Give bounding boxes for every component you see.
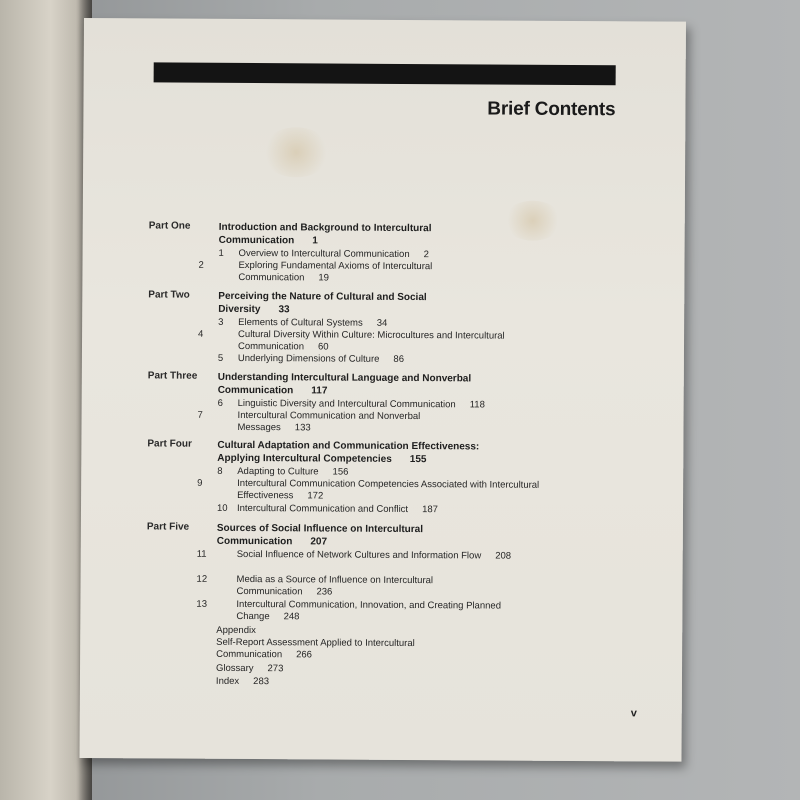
appendix-title: Self-Report Assessment Applied to Intercultural Communication bbox=[216, 636, 415, 661]
part-title bbox=[218, 290, 458, 317]
part-title-text: Cultural Adaptation and Communication Effectiveness: Applying Intercultural Competencies bbox=[217, 439, 480, 465]
index-page-number: 283 bbox=[253, 676, 270, 688]
index-label: Index bbox=[215, 675, 240, 687]
page-title: Brief Contents bbox=[487, 98, 616, 121]
part-label: Part Three bbox=[147, 370, 198, 382]
chapter-number: 13 bbox=[196, 598, 208, 610]
appendix-entry bbox=[216, 637, 446, 662]
part-title bbox=[219, 221, 509, 249]
chapter-entry bbox=[218, 353, 548, 367]
chapter-number: 12 bbox=[196, 573, 208, 585]
part-title-text: Perceiving the Nature of Cultural and Social Diversity bbox=[218, 290, 427, 316]
chapter-page-number: 19 bbox=[318, 272, 330, 284]
page-folio: v bbox=[630, 707, 637, 720]
chapter-title: Media as a Source of Influence on Intercultural Communication bbox=[236, 573, 434, 598]
appendix-label: Appendix bbox=[216, 624, 256, 637]
chapter-number: 2 bbox=[198, 259, 204, 271]
chapter-number: 1 bbox=[218, 247, 224, 259]
chapter-page-number: 86 bbox=[393, 353, 405, 365]
chapter-title: Exploring Fundamental Axioms of Intercultural Communication bbox=[238, 259, 433, 284]
chapter-number: 4 bbox=[198, 328, 204, 340]
chapter-page-number: 2 bbox=[423, 249, 429, 261]
chapter-title: Underlying Dimensions of Culture bbox=[237, 352, 380, 365]
glossary-entry bbox=[216, 663, 546, 677]
part-title-text: Sources of Social Influence on Intercultural Communication bbox=[216, 522, 424, 548]
part-label: Part One bbox=[148, 220, 191, 232]
chapter-page-number: 34 bbox=[376, 317, 388, 329]
glossary-page-number: 273 bbox=[267, 663, 284, 675]
part-title-text: Understanding Intercultural Language and Nonverbal Communication bbox=[217, 371, 472, 397]
chapter-number: 10 bbox=[216, 502, 228, 514]
part-title bbox=[218, 371, 518, 399]
chapter-title: Linguistic Diversity and Intercultural Communication bbox=[237, 397, 456, 411]
chapter-entry bbox=[197, 477, 547, 504]
chapter-entry bbox=[196, 548, 537, 563]
chapter-page-number: 118 bbox=[469, 399, 485, 411]
part-label: Part Five bbox=[146, 521, 190, 533]
chapter-entry bbox=[197, 409, 472, 436]
part-page-number: 1 bbox=[312, 235, 318, 247]
chapter-number: 6 bbox=[217, 397, 223, 409]
chapter-page-number: 172 bbox=[307, 490, 324, 502]
part-title bbox=[217, 439, 517, 467]
chapter-entry bbox=[196, 598, 536, 625]
chapter-page-number: 248 bbox=[283, 611, 300, 623]
chapter-entry bbox=[217, 503, 547, 517]
appendix-page-number: 266 bbox=[296, 649, 313, 661]
part-title bbox=[217, 522, 457, 549]
part-page-number: 155 bbox=[409, 453, 427, 466]
glossary-label: Glossary bbox=[215, 662, 254, 675]
chapter-title: Intercultural Communication and Nonverbal Messages bbox=[237, 409, 421, 434]
chapter-number: 5 bbox=[217, 352, 224, 364]
chapter-page-number: 133 bbox=[294, 422, 311, 434]
chapter-title: Elements of Cultural Systems bbox=[238, 316, 363, 329]
part-page-number: 33 bbox=[278, 304, 290, 316]
chapter-page-number: 208 bbox=[495, 550, 512, 562]
table-of-contents bbox=[79, 18, 686, 762]
part-label: Part Four bbox=[147, 438, 192, 450]
chapter-entry bbox=[196, 573, 496, 600]
chapter-entry bbox=[198, 328, 518, 355]
chapter-number: 7 bbox=[197, 409, 203, 421]
chapter-number: 3 bbox=[218, 316, 224, 328]
chapter-title: Overview to Intercultural Communication bbox=[238, 247, 410, 260]
chapter-number: 8 bbox=[217, 465, 223, 477]
chapter-page-number: 60 bbox=[317, 341, 329, 353]
chapter-number: 11 bbox=[196, 548, 207, 560]
index-entry bbox=[216, 676, 546, 690]
chapter-title: Intercultural Communication Competencies Associated with Intercultural Effectiveness bbox=[237, 477, 540, 502]
chapter-number: 9 bbox=[197, 477, 203, 489]
part-page-number: 207 bbox=[310, 536, 328, 548]
part-title-text: Introduction and Background to Intercultural Communication bbox=[218, 221, 432, 247]
chapter-title: Adapting to Culture bbox=[237, 465, 319, 478]
part-page-number: 117 bbox=[311, 385, 328, 397]
chapter-page-number: 236 bbox=[316, 586, 333, 598]
chapter-title: Social Influence of Network Cultures and Information Flow bbox=[236, 548, 482, 562]
chapter-page-number: 156 bbox=[332, 466, 349, 478]
chapter-entry bbox=[198, 259, 463, 285]
part-label: Part Two bbox=[148, 289, 190, 301]
contents-page bbox=[79, 18, 686, 762]
chapter-title: Cultural Diversity Within Culture: Microcultures and Intercultural Communication bbox=[237, 328, 505, 353]
chapter-title: Intercultural Communication and Conflict bbox=[236, 502, 409, 515]
chapter-page-number: 187 bbox=[422, 504, 438, 516]
chapter-title: Intercultural Communication, Innovation, and Creating Planned Change bbox=[236, 598, 502, 623]
